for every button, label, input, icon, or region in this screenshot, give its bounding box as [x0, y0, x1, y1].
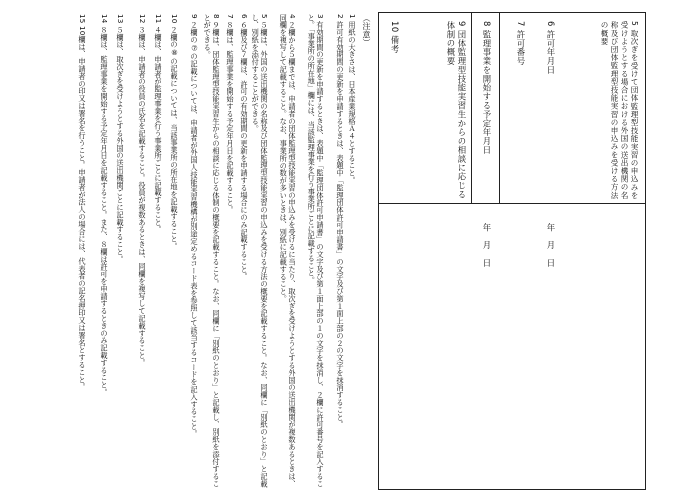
application-form-table	[378, 12, 646, 490]
row8-value[interactable]: 年 月 日	[482, 223, 492, 268]
note-item: 13 ５欄は、取次ぎを受けようとする外国の送出機関ごとに記載すること。	[116, 14, 125, 263]
notes-heading: （注意）	[362, 14, 371, 47]
row8-label: 8 監理事業を開始する予定年月日	[482, 21, 492, 155]
note-item: 4 ２欄から５欄までは、申請者の団体監理型技能実習の申込みを受けるに当たり、取次ぎを受けようとする外国の送出機関が複数あるときは、同欄を複写して記載すること。なお、事業所の数が多いときは、別紙に記載すること。	[279, 14, 297, 488]
notes-section	[30, 14, 370, 490]
form-column-line	[499, 13, 500, 203]
note-item: 15 10欄は、申請者の印又は署名を行うこと。申請者が法人の場合には、代表者の記名押印又は署名とすること。	[78, 14, 87, 391]
row7-label: 7 許可番号	[516, 21, 526, 66]
note-item: 14 ８欄は、監理事業を開始する予定年月日を記載すること。また、８欄は許可を申請するときのみ記載すること。	[100, 14, 109, 397]
note-item: 1 用紙の大きさは、日本産業規格Ａ４とすること。	[348, 14, 357, 185]
form-column-line	[471, 13, 472, 203]
row6-value[interactable]: 年 月 日	[546, 223, 556, 268]
note-item: 10 ２欄の⑧の記載については、当該事業所の所在地を記載すること。	[170, 14, 179, 250]
note-item: 6 ６欄及び７欄は、許可の有効期間の更新を申請する場合にのみ記載すること。	[240, 14, 249, 281]
note-item: 9 ２欄の⑦の記載については、申請者が外国人技能実習機構が別途定めるコード表を参照して該当するコードを記入すること。	[190, 14, 199, 438]
row5-label: 5 取次ぎを受けて団体監理型技能実習の申込みを受けようとする場合における外国の送出機関の名称及び団体監理型技能実習の申込みを受ける方法の概要	[600, 21, 639, 200]
note-item: 11 ４欄は、申請者が監理事業を行う事業所ごとに記載すること。	[154, 14, 163, 234]
row9-label: 9 団体監理型技能実習生からの相談に応じる体制の概要	[446, 21, 467, 199]
row6-label: 6 許可年月日	[546, 21, 556, 75]
note-item: 7 ８欄は、監理事業を開始する予定年月日を記載すること。	[226, 14, 235, 214]
note-item: 12 ３欄は、申請者の役員の氏名を記載すること。役員が複数あるときは、同欄を複写して記載すること。	[138, 14, 147, 367]
note-item: 5 ５欄は、外国の送出機関の名称及び団体監理型技能実習の申込みを受ける方法の概要を記載すること。なお、同欄に「別紙のとおり」と記載し、別紙を添付することができる。	[251, 14, 269, 488]
note-item: 8 ９欄は、団体監理型技能実習生からの相談に応じる体制の概要を記載すること。なお、同欄に「別紙のとおり」と記載し、別紙を添付することができる。	[203, 14, 221, 488]
note-item: 2 許可有効期間の更新を申請するときは、表題中「監理団体許可申請書」の文字及び第１面上部の２の文字を抹消すること。	[336, 14, 345, 429]
note-item: 3 有効期間の更新を申請するときは、表題中「監理団体許可申請書」の文字及び第１面上部の１の文字を抹消し、２欄に許可番号を記入すること。「事業所の所在地」欄には、当該監理事業を行う事業所ごとに記載すること。	[307, 14, 325, 488]
form-divider	[379, 203, 645, 204]
row10-label: 10 備考	[390, 21, 400, 54]
